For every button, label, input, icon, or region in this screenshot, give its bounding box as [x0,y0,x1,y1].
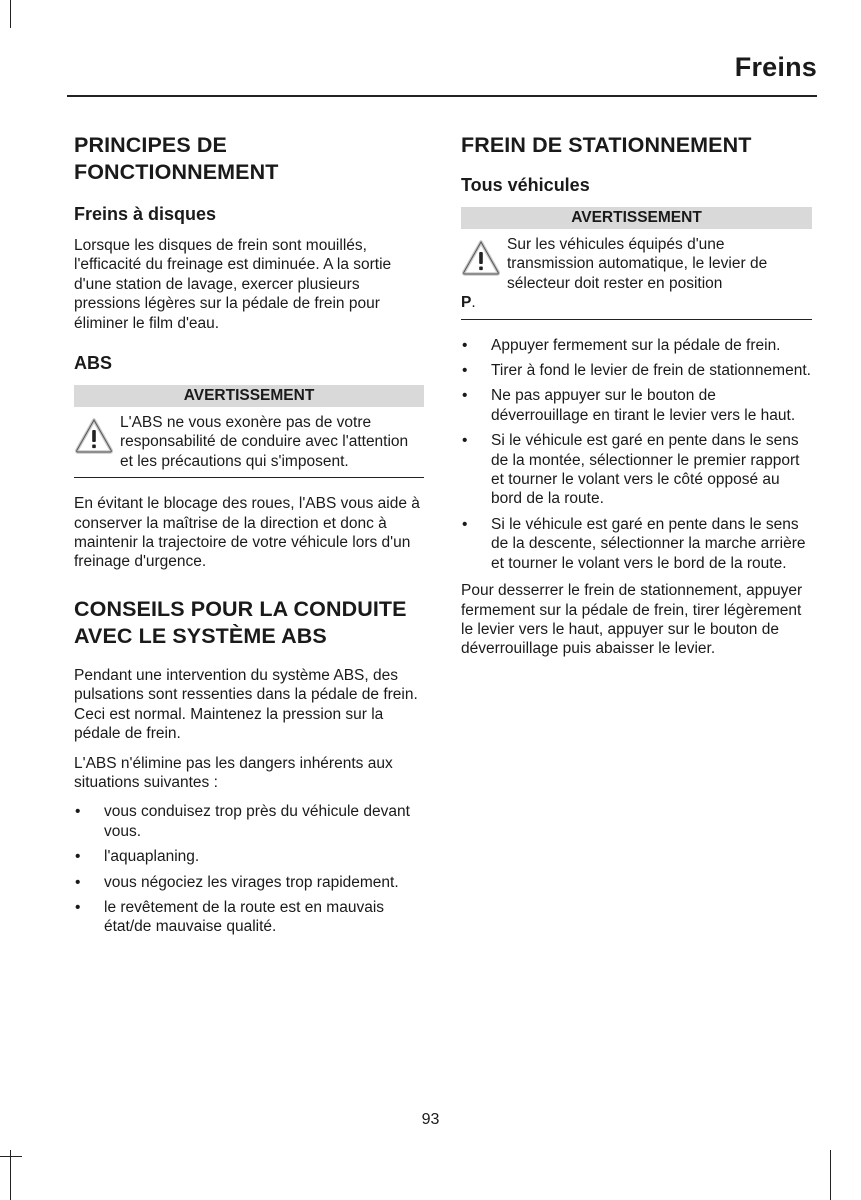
header-divider [67,95,817,97]
list-item: • Tirer à fond le levier de frein de stationnement. [462,362,811,380]
right-column [461,132,812,669]
list-item: • vous conduisez trop près du véhicule devant vous. [75,803,410,840]
list-item: • le revêtement de la route est en mauvais état/de mauvaise qualité. [75,898,385,936]
crop-mark-bottom-left-h [0,1156,22,1157]
list-item: • Si le véhicule est garé en pente dans le sens de la montée, sélectionner le premier rapport et tourner le volant vers le côté opposé au bord de la route. [462,432,800,508]
list-item: • Si le véhicule est garé en pente dans le sens de la descente, sélectionner la marche arrière et tourner le volant vers le bord de la route. [462,515,806,572]
list-item: • vous négociez les virages trop rapidement. [75,873,399,891]
warning-text: L'ABS ne vous exonère pas de votre responsabilité de conduire avec l'attention et les précautions qui s'imposent. [120,414,409,470]
list-item: • l'aquaplaning. [75,848,200,866]
paragraph-conseils-2: L'ABS n'élimine pas les dangers inhérents aux situations suivantes : [74,754,393,791]
warning-box [74,407,424,478]
crop-mark-top-left-v [10,0,11,28]
heading-freins-disques: Freins à disques [74,204,217,224]
heading-frein-stationnement: FREIN DE STATIONNEMENT [461,133,752,157]
paragraph-abs: En évitant le blocage des roues, l'ABS vous aide à conserver la maîtrise de la direction et donc à maintenir la trajectoire de votre véhicule lors d'un freinage d'urgence. [74,495,420,571]
abs-dangers-list [74,802,424,936]
crop-mark-bottom-left-v [10,1150,11,1200]
warning-triangle-icon [74,417,114,455]
warning-header: AVERTISSEMENT [461,207,812,229]
left-column [74,132,424,945]
gear-position-p: P [461,294,472,312]
warning-header: AVERTISSEMENT [74,385,424,407]
paragraph-conseils-1: Pendant une intervention du système ABS, des pulsations sont ressenties dans la pédale de frein. Ceci est normal. Maintenez la pression sur la pédale de frein. [74,666,418,743]
parking-brake-steps [461,336,812,573]
heading-tous-vehicules: Tous véhicules [461,175,590,195]
paragraph-disques: Lorsque les disques de frein sont mouillés, l'efficacité du freinage est diminuée. A la sortie d'une station de lavage, exercer plusieurs pressions légères sur la pédale de frein pour éliminer le film d'eau. [74,237,392,332]
heading-principes: PRINCIPES DE FONCTIONNEMENT [74,133,279,184]
page-number: 93 [421,1111,440,1128]
list-item: • Appuyer fermement sur la pédale de frein. [462,336,781,354]
crop-mark-bottom-right-v [830,1150,831,1200]
warning-text: Sur les véhicules équipés d'une transmission automatique, le levier de sélecteur doit rester en position [507,236,768,292]
list-item: • Ne pas appuyer sur le bouton de déverrouillage en tirant le levier vers le haut. [462,387,796,424]
heading-conseils: CONSEILS POUR LA CONDUITE AVEC LE SYSTÈME ABS [74,596,407,648]
warning-box: Sur les véhicules équipés d'une transmission automatique, le levier de sélecteur doit rester en position P. [461,229,812,320]
page-title: Freins [734,52,817,82]
warning-triangle-icon [461,239,501,277]
heading-abs: ABS [74,353,113,374]
paragraph-desserrer: Pour desserrer le frein de stationnement, appuyer fermement sur la pédale de frein, tirer légèrement le levier vers le haut, appuyer sur le bouton de déverrouillage puis abaisser le levier. [461,582,803,658]
